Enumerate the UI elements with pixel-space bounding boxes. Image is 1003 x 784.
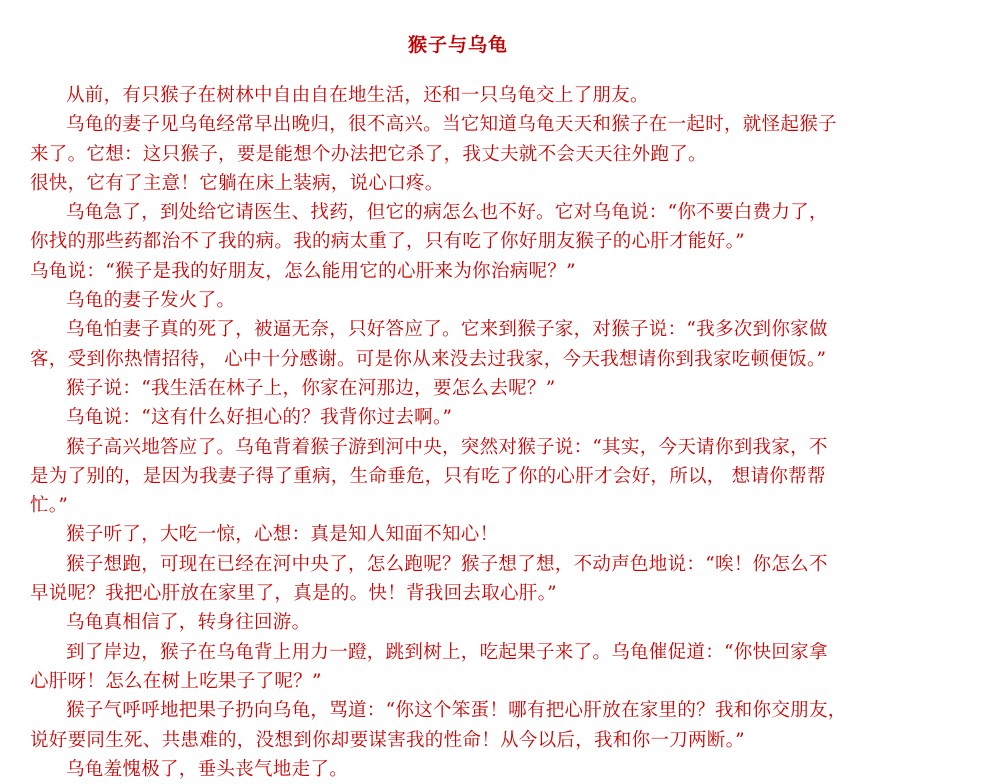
text-line: 早说呢？我把心肝放在家里了，真是的。快！背我回去取心肝。” — [30, 583, 557, 605]
text-line: 乌龟的妻子见乌龟经常早出晚归，很不高兴。当它知道乌龟天天和猴子在一起时，就怪起猴子 — [66, 114, 837, 136]
text-line: 猴子听了，大吃一惊，心想：真是知人知面不知心！ — [66, 524, 499, 546]
text-line: 你找的那些药都治不了我的病。我的病太重了，只有吃了你好朋友猴子的心肝才能好。” — [30, 231, 745, 253]
text-line: 乌龟说：“猴子是我的好朋友，怎么能用它的心肝来为你治病呢？” — [30, 260, 576, 282]
text-line: 猴子说：“我生活在林子上，你家在河那边，要怎么去呢？” — [66, 377, 556, 399]
text-line: 到了岸边，猴子在乌龟背上用力一蹬，跳到树上，吃起果子来了。乌龟催促道：“你快回家拿 — [66, 641, 828, 663]
text-line: 猴子气呼呼地把果子扔向乌龟，骂道：“你这个笨蛋！哪有把心肝放在家里的？我和你交朋友， — [66, 700, 847, 722]
text-line: 猴子想跑，可现在已经在河中央了，怎么跑呢？猴子想了想，不动声色地说：“唉！你怎么不 — [66, 553, 828, 575]
text-line: 心肝呀！怎么在树上吃果子了呢？” — [30, 670, 322, 692]
text-line: 从前，有只猴子在树林中自由自在地生活，还和一只乌龟交上了朋友。 — [66, 85, 649, 106]
text-line: 乌龟急了，到处给它请医生、找药，但它的病怎么也不好。它对乌龟说：“你不要白费力了， — [66, 202, 828, 224]
text-line: 忙。” — [30, 495, 69, 517]
text-line: 是为了别的，是因为我妻子得了重病，生命垂危，只有吃了你的心肝才会好，所以， 想请你帮帮 — [30, 465, 826, 487]
text-line: 乌龟的妻子发火了。 — [66, 290, 236, 312]
text-line: 乌龟怕妻子真的死了，被逼无奈，只好答应了。它来到猴子家，对猴子说：“我多次到你家做 — [66, 319, 828, 341]
text-line: 客，受到你热情招待， 心中十分感谢。可是你从来没去过我家，今天我想请你到我家吃顿便饭。” — [30, 348, 827, 370]
text-line: 乌龟羞愧极了，垂头丧气地走了。 — [66, 758, 349, 780]
text-line: 乌龟真相信了，转身往回游。 — [66, 612, 311, 634]
text-line: 来了。它想：这只猴子，要是能想个办法把它杀了，我丈夫就不会天天往外跑了。 — [30, 143, 707, 165]
text-line: 猴子高兴地答应了。乌龟背着猴子游到河中央，突然对猴子说：“其实，今天请你到我家，不 — [66, 436, 828, 458]
text-line: 说好要同生死、共患难的，没想到你却要谋害我的性命！从今以后，我和你一刀两断。” — [30, 729, 745, 751]
story-title: 猴子与乌龟 — [407, 34, 508, 56]
story-body — [30, 81, 970, 784]
text-line: 乌龟说：“这有什么好担心的？我背你过去啊。” — [66, 407, 453, 429]
text-line: 很快，它有了主意！它躺在床上装病，说心口疼。 — [30, 172, 444, 194]
